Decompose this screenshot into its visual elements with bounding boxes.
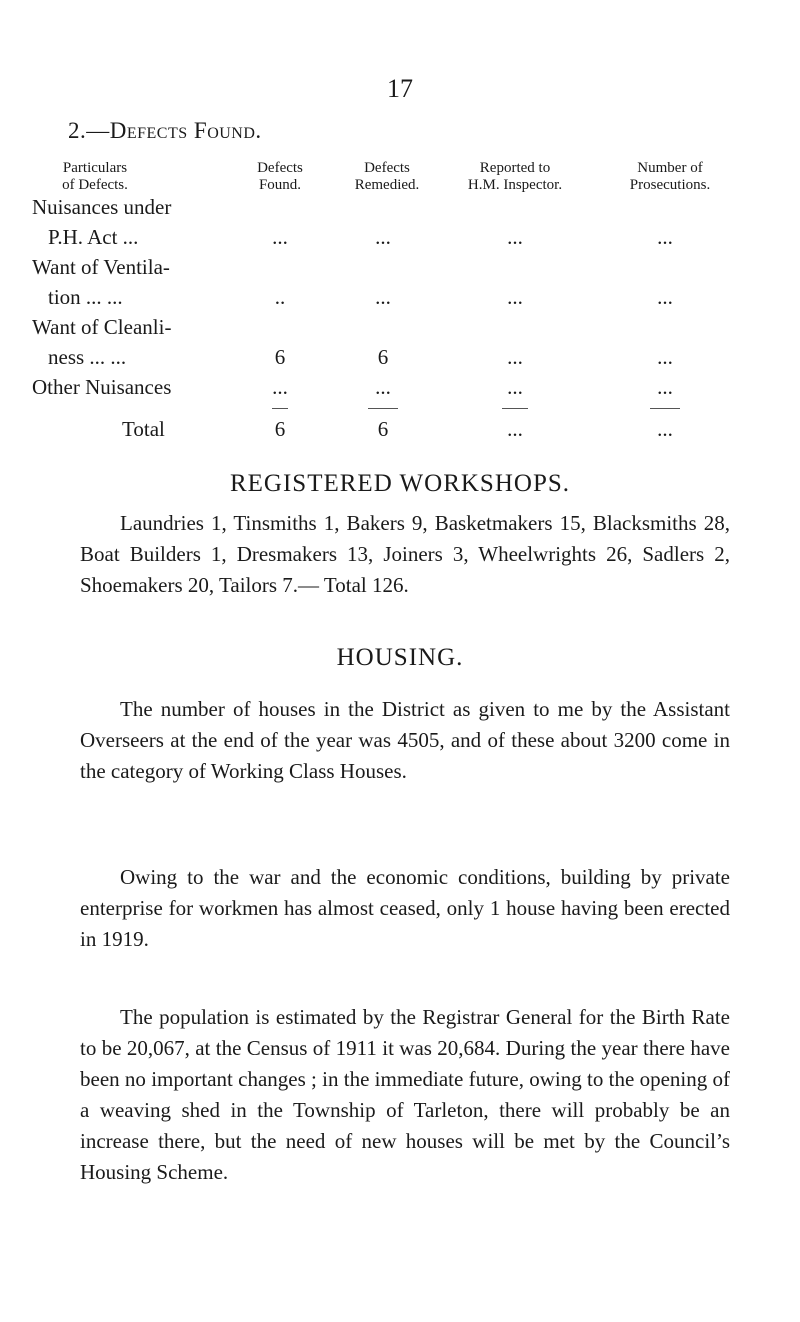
header-text: Particulars of Defects. (62, 160, 128, 193)
header-text: Number of Prosecutions. (629, 160, 711, 193)
header-remedied (332, 160, 442, 194)
cell-remedied: ... (375, 375, 391, 399)
page-number: 17 (387, 74, 413, 103)
total-label: Total (122, 417, 165, 441)
cell-reported: ... (507, 285, 523, 309)
cell-remedied: ... (375, 285, 391, 309)
header-found (230, 160, 330, 194)
cell-remedied: 6 (377, 345, 389, 369)
header-particulars (40, 160, 150, 194)
housing-heading: HOUSING. (336, 644, 464, 671)
cell-reported: ... (507, 225, 523, 249)
cell-found: 6 (274, 345, 286, 369)
total-rule (650, 408, 680, 409)
total-reported: ... (507, 417, 523, 441)
total-rule (272, 408, 288, 409)
row-label: Want of Ventila- (32, 255, 170, 279)
section-title: 2.—Defects Found. (68, 118, 262, 143)
total-found: 6 (274, 417, 286, 441)
row-label: Want of Cleanli- (32, 315, 172, 339)
total-remedied: 6 (377, 417, 389, 441)
cell-prosecutions: ... (657, 345, 673, 369)
cell-remedied: ... (375, 225, 391, 249)
header-text: Defects Found. (257, 160, 303, 193)
cell-reported: ... (507, 375, 523, 399)
total-prosecutions: ... (657, 417, 673, 441)
cell-found: .. (274, 285, 286, 309)
defects-table (32, 160, 800, 480)
header-text: Defects Remedied. (354, 160, 420, 193)
housing-paragraph: Owing to the war and the economic conditions, building by private enterprise for workmen has almost ceased, only 1 house having been erected in 1919. (80, 865, 730, 951)
header-reported (440, 160, 590, 194)
cell-prosecutions: ... (657, 225, 673, 249)
workshops-heading: REGISTERED WORKSHOPS. (229, 470, 571, 497)
workshops-paragraph: Laundries 1, Tinsmiths 1, Bakers 9, Basketmakers 15, Blacksmiths 28, Boat Builders 1, Dresmakers 13, Joiners 3, Wheelwrights 26, Sadlers 2, Shoemakers 20, Tailors 7.— Total 126. (80, 511, 730, 597)
cell-found: ... (272, 375, 288, 399)
cell-found: ... (272, 225, 288, 249)
housing-paragraph: The number of houses in the District as given to me by the Assistant Overseers at the end of the year was 4505, and of these about 3200 come in the category of Working Class Houses. (80, 697, 730, 783)
header-text: Reported to H.M. Inspector. (467, 160, 563, 193)
row-label: P.H. Act ... (48, 225, 139, 249)
row-label: Nuisances under (32, 195, 172, 219)
row-label: tion ... ... (48, 285, 123, 309)
cell-reported: ... (507, 345, 523, 369)
row-label: Other Nuisances (32, 375, 172, 399)
housing-paragraph: The population is estimated by the Registrar General for the Birth Rate to be 20,067, at the Census of 1911 it was 20,684. During the year there have been no important changes ; in the immediate future, owing to the opening of a weaving shed in the Township of Tarleton, there will probably be an increase there, but the need of new houses will be met by the Council’s Housing Scheme. (80, 1005, 730, 1184)
cell-prosecutions: ... (657, 375, 673, 399)
header-prosecutions (595, 160, 745, 194)
cell-prosecutions: ... (657, 285, 673, 309)
total-rule (502, 408, 528, 409)
total-rule (368, 408, 398, 409)
row-label: ness ... ... (48, 345, 127, 369)
